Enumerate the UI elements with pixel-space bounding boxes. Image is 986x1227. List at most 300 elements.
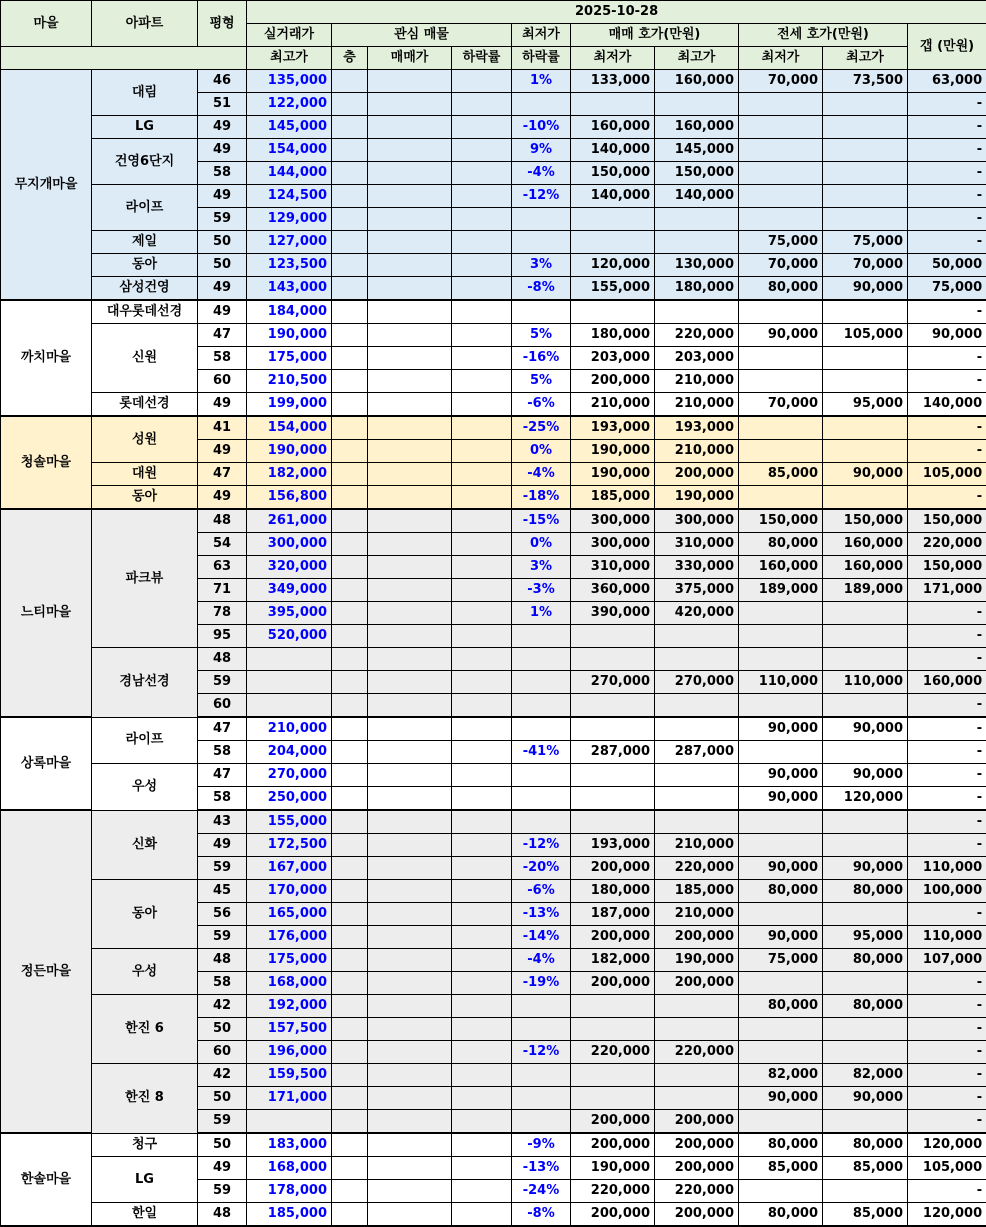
cell-interest-drop — [452, 70, 512, 93]
cell-actual-price: 175,000 — [247, 347, 332, 370]
table-row — [1, 880, 986, 903]
header-sale-price: 매매가 — [368, 47, 452, 70]
cell-min-drop-rate: -25% — [512, 416, 571, 440]
cell-jeonse-high — [823, 370, 908, 393]
village-name: 정든마을 — [1, 810, 92, 1133]
cell-sale-high: 190,000 — [655, 949, 739, 972]
apartment-name: 성원 — [92, 416, 198, 463]
cell-actual-price: 250,000 — [247, 787, 332, 811]
table-row — [1, 254, 986, 277]
cell-interest-price — [368, 254, 452, 277]
cell-interest-price — [368, 1064, 452, 1087]
cell-min-drop-rate: 5% — [512, 324, 571, 347]
cell-actual-price: 122,000 — [247, 93, 332, 116]
cell-sale-low — [571, 1018, 655, 1041]
cell-sale-high: 160,000 — [655, 116, 739, 139]
cell-gap: 90,000 — [908, 324, 986, 347]
cell-sale-high: 200,000 — [655, 1110, 739, 1134]
cell-sale-low: 193,000 — [571, 834, 655, 857]
cell-jeonse-low — [739, 208, 823, 231]
cell-floor — [332, 1203, 368, 1227]
cell-min-drop-rate — [512, 300, 571, 324]
cell-sale-low — [571, 717, 655, 741]
cell-interest-price — [368, 1041, 452, 1064]
cell-min-drop-rate: -4% — [512, 162, 571, 185]
cell-floor — [332, 579, 368, 602]
cell-floor — [332, 787, 368, 811]
cell-interest-drop — [452, 324, 512, 347]
cell-sale-high — [655, 995, 739, 1018]
cell-interest-price — [368, 416, 452, 440]
cell-min-drop-rate — [512, 694, 571, 718]
cell-jeonse-high: 70,000 — [823, 254, 908, 277]
cell-gap: - — [908, 810, 986, 834]
cell-sale-low — [571, 625, 655, 648]
cell-size: 49 — [198, 139, 247, 162]
cell-interest-drop — [452, 949, 512, 972]
cell-floor — [332, 463, 368, 486]
cell-min-drop-rate: 1% — [512, 602, 571, 625]
cell-size: 49 — [198, 116, 247, 139]
cell-jeonse-high — [823, 300, 908, 324]
cell-gap: - — [908, 903, 986, 926]
cell-size: 58 — [198, 787, 247, 811]
cell-gap: 120,000 — [908, 1133, 986, 1157]
cell-interest-price — [368, 208, 452, 231]
cell-gap: - — [908, 834, 986, 857]
cell-min-drop-rate: -14% — [512, 926, 571, 949]
cell-actual-price: 270,000 — [247, 764, 332, 787]
cell-min-drop-rate: -13% — [512, 1157, 571, 1180]
cell-floor — [332, 347, 368, 370]
cell-actual-price: 204,000 — [247, 741, 332, 764]
cell-floor — [332, 139, 368, 162]
cell-size: 49 — [198, 440, 247, 463]
cell-sale-high: 200,000 — [655, 1203, 739, 1227]
cell-gap: - — [908, 347, 986, 370]
cell-min-drop-rate: -24% — [512, 1180, 571, 1203]
cell-size: 47 — [198, 324, 247, 347]
cell-size: 47 — [198, 463, 247, 486]
cell-min-drop-rate: -12% — [512, 834, 571, 857]
cell-sale-low — [571, 694, 655, 718]
cell-jeonse-high — [823, 1041, 908, 1064]
cell-sale-low: 180,000 — [571, 324, 655, 347]
header-min-top: 최저가 — [512, 24, 571, 47]
cell-jeonse-low — [739, 1041, 823, 1064]
cell-size: 49 — [198, 1157, 247, 1180]
cell-sale-low: 200,000 — [571, 926, 655, 949]
apartment-name: 우성 — [92, 764, 198, 811]
cell-floor — [332, 625, 368, 648]
header-village: 마을 — [1, 1, 92, 47]
cell-jeonse-low: 90,000 — [739, 857, 823, 880]
cell-sale-high: 310,000 — [655, 533, 739, 556]
cell-jeonse-high — [823, 741, 908, 764]
cell-interest-price — [368, 1087, 452, 1110]
cell-jeonse-low — [739, 741, 823, 764]
cell-interest-price — [368, 972, 452, 995]
cell-actual-price: 171,000 — [247, 1087, 332, 1110]
cell-jeonse-low: 80,000 — [739, 1203, 823, 1227]
cell-min-drop-rate — [512, 1064, 571, 1087]
header-jeonse-high: 최고가 — [823, 47, 908, 70]
cell-actual-price: 300,000 — [247, 533, 332, 556]
cell-interest-price — [368, 648, 452, 671]
cell-actual-price: 184,000 — [247, 300, 332, 324]
cell-size: 48 — [198, 949, 247, 972]
cell-sale-high: 210,000 — [655, 393, 739, 417]
cell-jeonse-low — [739, 834, 823, 857]
cell-floor — [332, 1041, 368, 1064]
table-row — [1, 393, 986, 417]
cell-floor — [332, 949, 368, 972]
cell-sale-high: 140,000 — [655, 185, 739, 208]
cell-gap: - — [908, 162, 986, 185]
cell-sale-high: 210,000 — [655, 370, 739, 393]
village-name: 까치마을 — [1, 300, 92, 416]
cell-gap: - — [908, 625, 986, 648]
cell-sale-high: 375,000 — [655, 579, 739, 602]
cell-actual-price: 172,500 — [247, 834, 332, 857]
cell-jeonse-low: 90,000 — [739, 926, 823, 949]
cell-sale-high: 193,000 — [655, 416, 739, 440]
cell-gap: 120,000 — [908, 1203, 986, 1227]
cell-interest-drop — [452, 717, 512, 741]
cell-interest-price — [368, 671, 452, 694]
cell-size: 47 — [198, 764, 247, 787]
cell-floor — [332, 1157, 368, 1180]
cell-floor — [332, 254, 368, 277]
cell-min-drop-rate: 3% — [512, 254, 571, 277]
cell-interest-price — [368, 93, 452, 116]
cell-size: 50 — [198, 254, 247, 277]
cell-size: 42 — [198, 1064, 247, 1087]
cell-interest-drop — [452, 116, 512, 139]
header-jeonse-quote: 전세 호가(만원) — [739, 24, 908, 47]
cell-floor — [332, 1018, 368, 1041]
cell-sale-low: 200,000 — [571, 1110, 655, 1134]
cell-jeonse-high: 189,000 — [823, 579, 908, 602]
cell-jeonse-high: 80,000 — [823, 880, 908, 903]
cell-actual-price — [247, 671, 332, 694]
cell-sale-low: 160,000 — [571, 116, 655, 139]
header-sale-low: 최저가 — [571, 47, 655, 70]
cell-sale-high: 185,000 — [655, 880, 739, 903]
cell-jeonse-high: 95,000 — [823, 926, 908, 949]
header-sale-high: 최고가 — [655, 47, 739, 70]
cell-jeonse-low: 85,000 — [739, 1157, 823, 1180]
cell-size: 59 — [198, 671, 247, 694]
cell-interest-drop — [452, 93, 512, 116]
cell-interest-drop — [452, 903, 512, 926]
cell-sale-low: 120,000 — [571, 254, 655, 277]
cell-sale-low: 182,000 — [571, 949, 655, 972]
cell-sale-high — [655, 1064, 739, 1087]
cell-sale-high: 220,000 — [655, 857, 739, 880]
cell-floor — [332, 880, 368, 903]
cell-jeonse-high — [823, 694, 908, 718]
cell-sale-low: 270,000 — [571, 671, 655, 694]
cell-interest-price — [368, 139, 452, 162]
cell-interest-drop — [452, 254, 512, 277]
cell-gap: 107,000 — [908, 949, 986, 972]
cell-sale-high — [655, 717, 739, 741]
cell-size: 48 — [198, 648, 247, 671]
cell-actual-price: 395,000 — [247, 602, 332, 625]
cell-sale-high: 210,000 — [655, 834, 739, 857]
apartment-name: LG — [92, 116, 198, 139]
cell-sale-low: 287,000 — [571, 741, 655, 764]
cell-sale-low: 220,000 — [571, 1041, 655, 1064]
cell-jeonse-high: 90,000 — [823, 857, 908, 880]
cell-gap: - — [908, 602, 986, 625]
cell-jeonse-low: 160,000 — [739, 556, 823, 579]
cell-interest-price — [368, 1180, 452, 1203]
cell-interest-price — [368, 231, 452, 254]
cell-sale-high — [655, 648, 739, 671]
cell-jeonse-low — [739, 185, 823, 208]
cell-gap: 110,000 — [908, 926, 986, 949]
cell-floor — [332, 1110, 368, 1134]
cell-interest-drop — [452, 764, 512, 787]
cell-sale-low: 203,000 — [571, 347, 655, 370]
apartment-name: 한진 6 — [92, 995, 198, 1064]
table-row — [1, 324, 986, 347]
cell-interest-price — [368, 556, 452, 579]
cell-size: 51 — [198, 93, 247, 116]
cell-jeonse-low: 80,000 — [739, 533, 823, 556]
cell-jeonse-high — [823, 1018, 908, 1041]
header-size: 평형 — [198, 1, 247, 47]
cell-min-drop-rate: -6% — [512, 880, 571, 903]
cell-actual-price: 157,500 — [247, 1018, 332, 1041]
table-row — [1, 231, 986, 254]
table-row — [1, 764, 986, 787]
cell-jeonse-high: 90,000 — [823, 1087, 908, 1110]
cell-sale-high: 330,000 — [655, 556, 739, 579]
header-floor: 층 — [332, 47, 368, 70]
cell-sale-low: 210,000 — [571, 393, 655, 417]
cell-gap: 140,000 — [908, 393, 986, 417]
cell-sale-low: 193,000 — [571, 416, 655, 440]
cell-sale-low: 300,000 — [571, 533, 655, 556]
cell-min-drop-rate — [512, 231, 571, 254]
cell-gap: - — [908, 370, 986, 393]
cell-actual-price: 127,000 — [247, 231, 332, 254]
cell-actual-price: 196,000 — [247, 1041, 332, 1064]
cell-sale-high — [655, 625, 739, 648]
cell-jeonse-high — [823, 486, 908, 510]
cell-interest-drop — [452, 556, 512, 579]
cell-min-drop-rate: 1% — [512, 70, 571, 93]
cell-jeonse-low — [739, 602, 823, 625]
cell-sale-high: 203,000 — [655, 347, 739, 370]
cell-size: 60 — [198, 694, 247, 718]
cell-interest-price — [368, 834, 452, 857]
cell-interest-price — [368, 533, 452, 556]
cell-sale-high: 210,000 — [655, 440, 739, 463]
apartment-name: 대림 — [92, 70, 198, 116]
cell-actual-price: 154,000 — [247, 416, 332, 440]
cell-actual-price: 190,000 — [247, 324, 332, 347]
cell-interest-drop — [452, 139, 512, 162]
cell-sale-high: 220,000 — [655, 1041, 739, 1064]
cell-sale-high — [655, 1018, 739, 1041]
cell-sale-low: 140,000 — [571, 139, 655, 162]
cell-min-drop-rate: 0% — [512, 533, 571, 556]
cell-interest-drop — [452, 440, 512, 463]
cell-floor — [332, 162, 368, 185]
cell-interest-price — [368, 579, 452, 602]
cell-floor — [332, 857, 368, 880]
cell-sale-low: 180,000 — [571, 880, 655, 903]
cell-interest-drop — [452, 787, 512, 811]
table-row — [1, 70, 986, 93]
cell-sale-high: 210,000 — [655, 903, 739, 926]
cell-interest-price — [368, 277, 452, 301]
cell-floor — [332, 416, 368, 440]
cell-sale-low: 190,000 — [571, 1157, 655, 1180]
cell-sale-high: 200,000 — [655, 1157, 739, 1180]
cell-sale-low: 310,000 — [571, 556, 655, 579]
cell-jeonse-high — [823, 972, 908, 995]
cell-jeonse-low — [739, 694, 823, 718]
cell-min-drop-rate — [512, 1087, 571, 1110]
cell-interest-drop — [452, 926, 512, 949]
cell-interest-drop — [452, 208, 512, 231]
apartment-name: 동아 — [92, 254, 198, 277]
cell-interest-price — [368, 1203, 452, 1227]
cell-jeonse-low — [739, 903, 823, 926]
cell-size: 50 — [198, 1133, 247, 1157]
cell-interest-drop — [452, 1087, 512, 1110]
table-row — [1, 810, 986, 834]
apartment-name: 대우롯데선경 — [92, 300, 198, 324]
cell-jeonse-high: 95,000 — [823, 393, 908, 417]
cell-sale-low: 200,000 — [571, 857, 655, 880]
cell-interest-drop — [452, 185, 512, 208]
cell-gap: 110,000 — [908, 857, 986, 880]
cell-size: 59 — [198, 1180, 247, 1203]
cell-min-drop-rate: -6% — [512, 393, 571, 417]
cell-interest-drop — [452, 463, 512, 486]
cell-jeonse-high — [823, 602, 908, 625]
cell-jeonse-low: 110,000 — [739, 671, 823, 694]
cell-interest-drop — [452, 1110, 512, 1134]
cell-sale-high: 420,000 — [655, 602, 739, 625]
cell-floor — [332, 185, 368, 208]
apartment-name: 라이프 — [92, 185, 198, 231]
cell-gap: - — [908, 1041, 986, 1064]
cell-size: 58 — [198, 162, 247, 185]
cell-sale-high: 200,000 — [655, 1133, 739, 1157]
cell-actual-price: 175,000 — [247, 949, 332, 972]
cell-jeonse-low: 80,000 — [739, 1133, 823, 1157]
cell-sale-high: 145,000 — [655, 139, 739, 162]
cell-floor — [332, 509, 368, 533]
cell-sale-low — [571, 810, 655, 834]
cell-jeonse-high — [823, 416, 908, 440]
cell-actual-price: 192,000 — [247, 995, 332, 1018]
apartment-name: 라이프 — [92, 717, 198, 764]
cell-sale-low: 140,000 — [571, 185, 655, 208]
cell-jeonse-high: 85,000 — [823, 1157, 908, 1180]
cell-jeonse-high — [823, 208, 908, 231]
cell-sale-high: 200,000 — [655, 463, 739, 486]
cell-size: 48 — [198, 509, 247, 533]
cell-interest-drop — [452, 1180, 512, 1203]
cell-jeonse-low — [739, 139, 823, 162]
header-date: 2025-10-28 — [247, 1, 986, 24]
cell-size: 60 — [198, 1041, 247, 1064]
cell-interest-drop — [452, 1203, 512, 1227]
cell-actual-price: 178,000 — [247, 1180, 332, 1203]
cell-floor — [332, 741, 368, 764]
cell-jeonse-high: 90,000 — [823, 277, 908, 301]
cell-jeonse-high — [823, 1180, 908, 1203]
cell-size: 49 — [198, 277, 247, 301]
cell-interest-drop — [452, 579, 512, 602]
cell-interest-price — [368, 347, 452, 370]
cell-min-drop-rate: 5% — [512, 370, 571, 393]
cell-gap: 75,000 — [908, 277, 986, 301]
cell-sale-high — [655, 694, 739, 718]
cell-interest-drop — [452, 648, 512, 671]
table-row — [1, 185, 986, 208]
cell-interest-drop — [452, 509, 512, 533]
cell-gap: - — [908, 300, 986, 324]
cell-jeonse-high: 160,000 — [823, 533, 908, 556]
cell-jeonse-low — [739, 1018, 823, 1041]
cell-size: 41 — [198, 416, 247, 440]
cell-gap: 63,000 — [908, 70, 986, 93]
cell-size: 50 — [198, 231, 247, 254]
cell-jeonse-high: 120,000 — [823, 787, 908, 811]
cell-interest-price — [368, 602, 452, 625]
apartment-name: 신원 — [92, 324, 198, 393]
cell-min-drop-rate: -19% — [512, 972, 571, 995]
cell-floor — [332, 556, 368, 579]
cell-size: 49 — [198, 486, 247, 510]
cell-interest-price — [368, 440, 452, 463]
cell-jeonse-high — [823, 162, 908, 185]
cell-interest-price — [368, 393, 452, 417]
cell-interest-drop — [452, 277, 512, 301]
cell-jeonse-high — [823, 648, 908, 671]
cell-floor — [332, 300, 368, 324]
cell-size: 95 — [198, 625, 247, 648]
cell-actual-price: 129,000 — [247, 208, 332, 231]
cell-jeonse-low — [739, 416, 823, 440]
cell-min-drop-rate — [512, 717, 571, 741]
table-row — [1, 648, 986, 671]
cell-interest-drop — [452, 1133, 512, 1157]
table-row — [1, 995, 986, 1018]
cell-size: 59 — [198, 926, 247, 949]
cell-actual-price: 320,000 — [247, 556, 332, 579]
cell-size: 56 — [198, 903, 247, 926]
header-spacer — [1, 47, 247, 70]
table-row — [1, 116, 986, 139]
cell-size: 42 — [198, 995, 247, 1018]
cell-jeonse-low: 90,000 — [739, 717, 823, 741]
cell-interest-drop — [452, 972, 512, 995]
header-interest: 관심 매물 — [332, 24, 512, 47]
cell-sale-high: 190,000 — [655, 486, 739, 510]
cell-gap: - — [908, 648, 986, 671]
cell-gap: 100,000 — [908, 880, 986, 903]
